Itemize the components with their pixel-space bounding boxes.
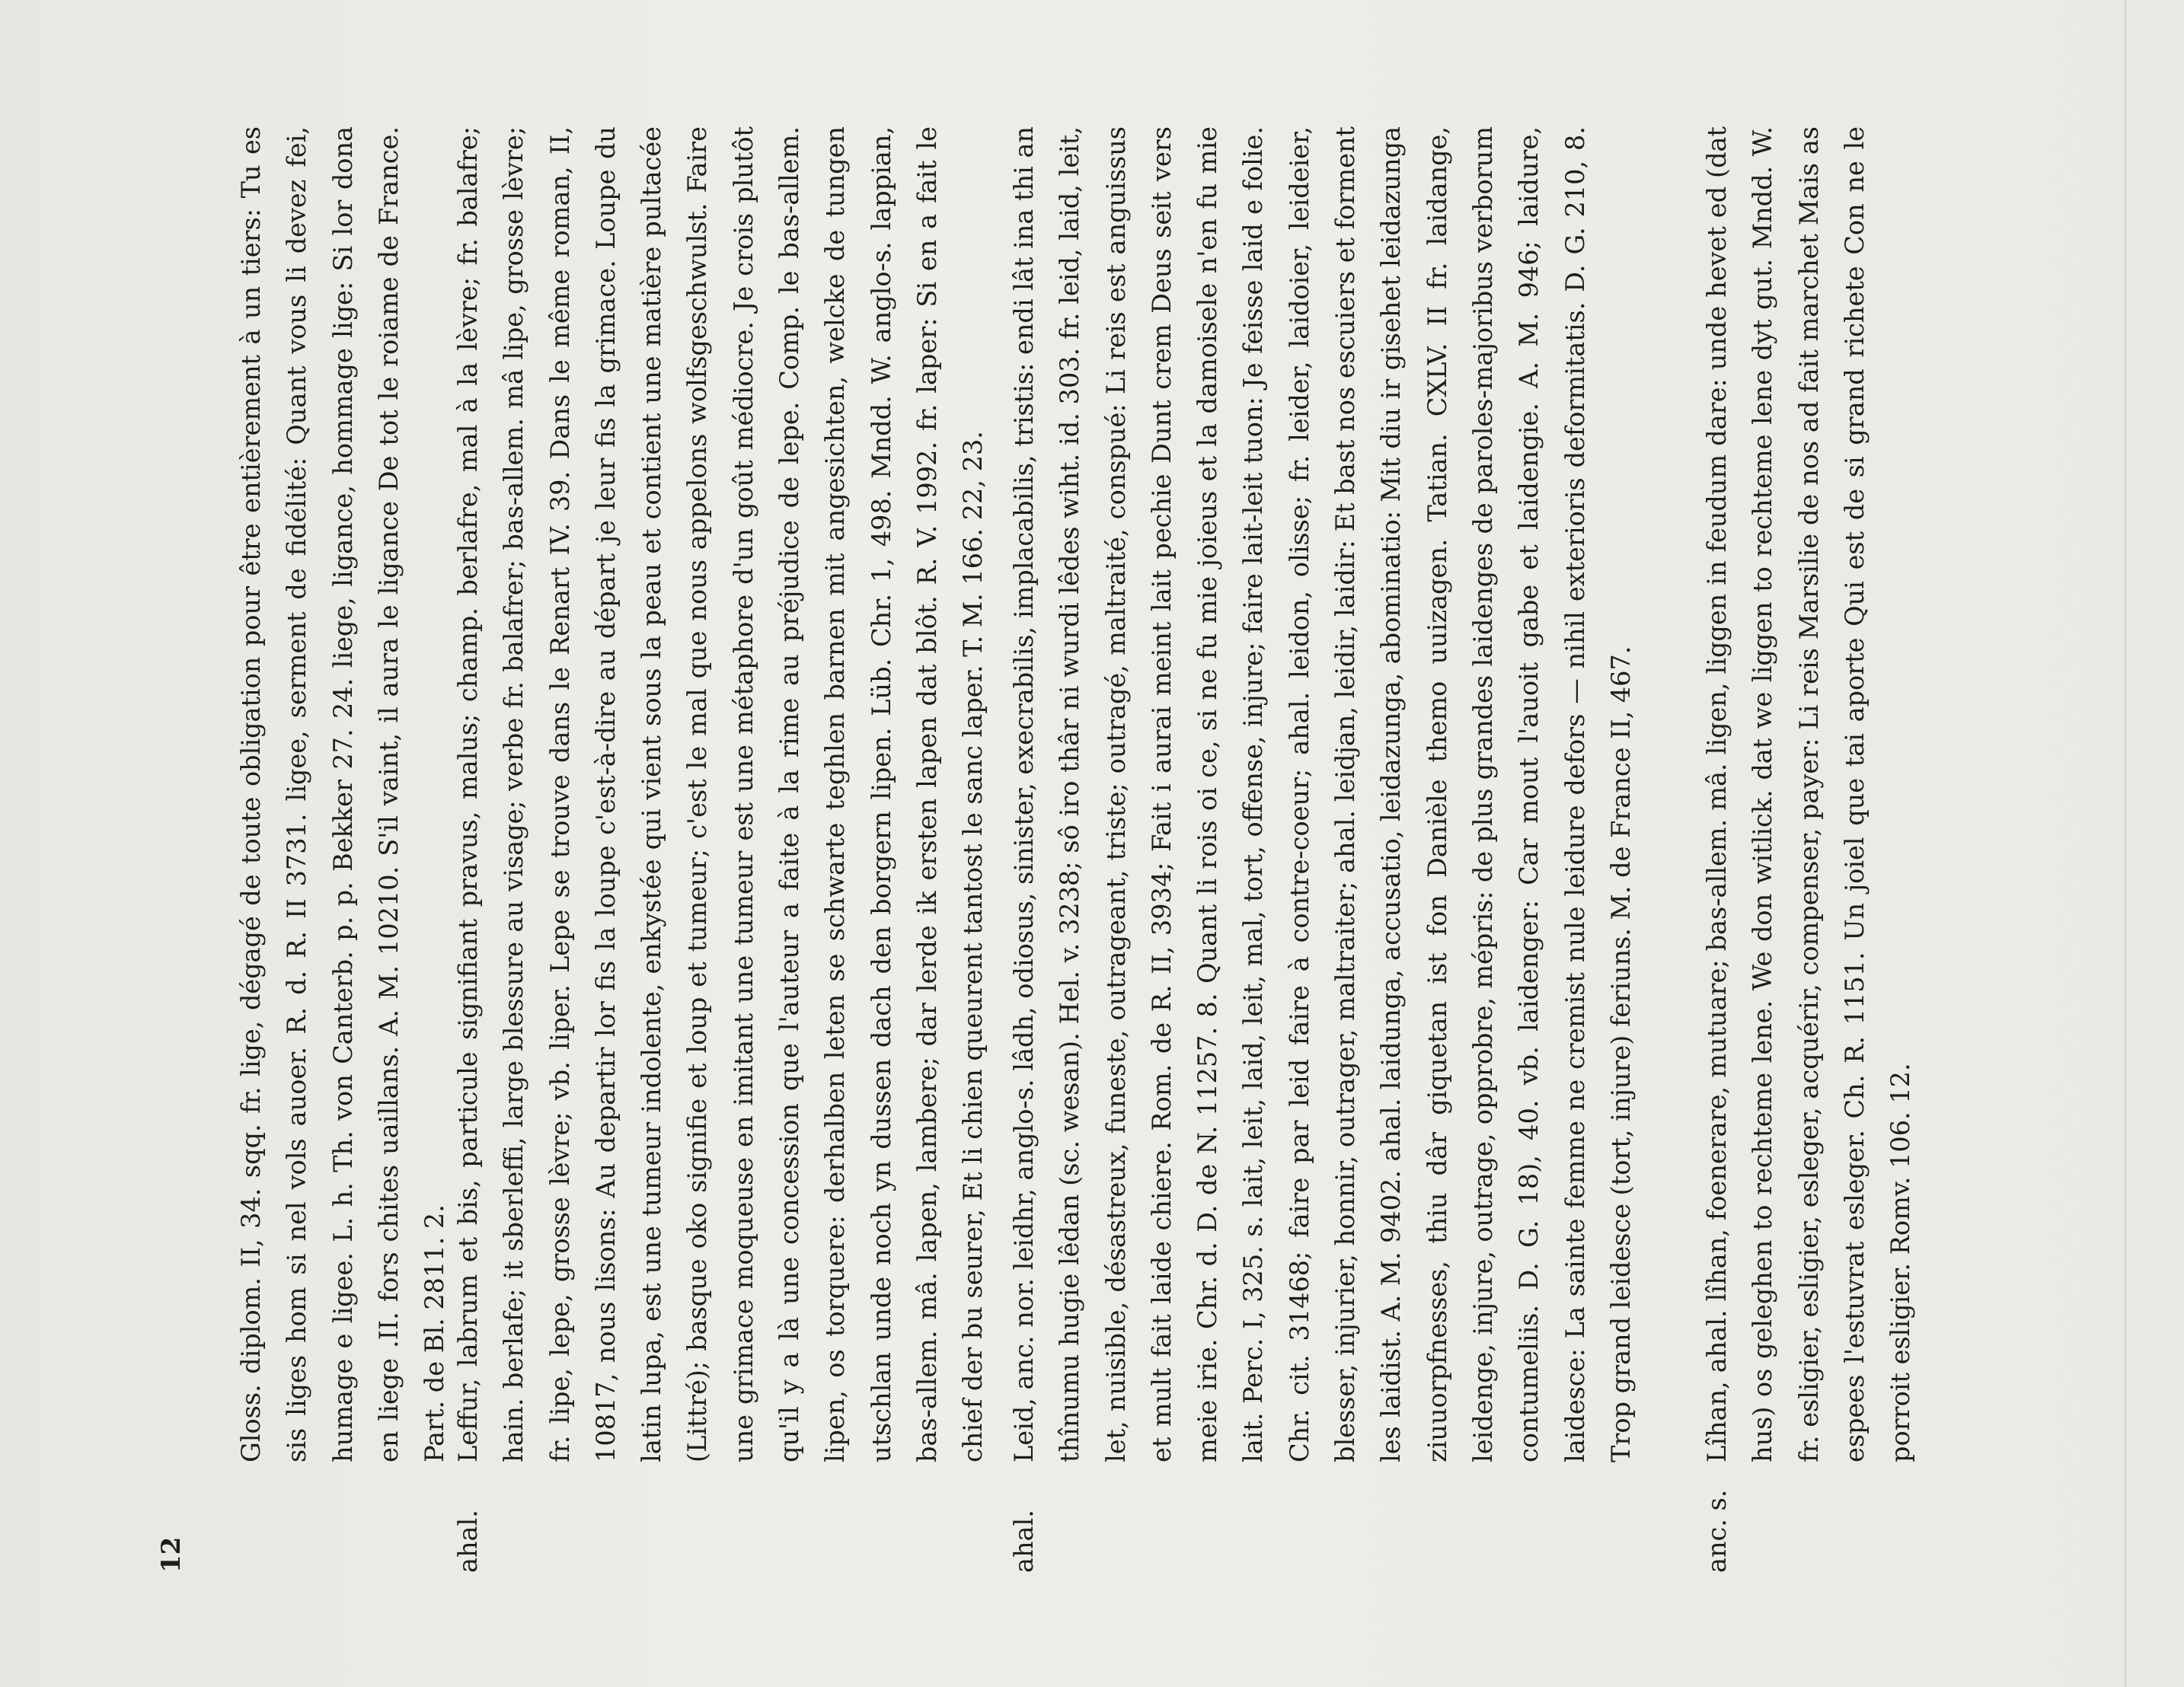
entry-language-tag: ahal. bbox=[453, 1510, 483, 1573]
entry-text: Lîhan, ahal. lîhan, foenerare, mutuare; bas-allem. mâ. ligen, liggen in feudum dare: unde hevet ed (dat hus) os geleghen to rechteme lene. We don witlick. dat we liggen to rechteme lene dyt gut. Mndd. W. fr. esligier, esligier, esleger, acquérir, compenser, payer: Li reis Marsilie de nos ad fait marchet Mais as espees l'estuvrat esleger. Ch. R. 1151. Un joiel que tai aporte Qui est de si grand richete Con ne le porroit esligier. Romv. 106. 12. bbox=[1702, 126, 1916, 1462]
entry-language-tag: ahal. bbox=[1009, 1510, 1039, 1573]
page-edge-shadow bbox=[2125, 0, 2126, 1687]
entry-text: Leffur, labrum et bis, particule signifiant pravus, malus; champ. berlafre, mal à la lèvre; fr. balafre; hain. berlafe; it sberleffi, large blessure au visage; verbe fr. balafrer; bas-allem. mâ lipe, grosse lèvre; fr. lipe, lepe, grosse lèvre; vb. liper. Lepe se trouve dans le Renart IV. 39. Dans le même roman, II, 10817, nous lisons: Au departir lor fis la loupe c'est-à-dire au départ je leur fis la grimace. Loupe du latin lupa, est une tumeur indolente, enkystée qui vient sous la peau et contient une matière pultacée (Littré); basque oko signifie et loup et tumeur; c'est le mal que nous appelons wolfsgeschwulst. Faire une grimace moqueuse en imitant une tumeur est une métaphore d'un goût médiocre. Je crois plutôt qu'il y a là une concession que l'auteur a faite à la rime au préjudice de lepe. Comp. le bas-allem. lipen, os torquere: derhalben leten se schwarte teghlen barnen mit angesichten, welcke de tungen utschlan unde noch yn dussen dach den borgern lipen. Lüb. Chr. 1, 498. Mndd. W. anglo-s. lappian, bas-allem. mâ. lapen, lambere; dar lerde ik ersten lapen dat blôt. R. V. 1992. fr. laper: Si en a fait le chief der bu seurer, Et li chien queurent tantost le sanc laper. T. M. 166. 22, 23. bbox=[453, 126, 988, 1462]
entry-language-tag: anc. s. bbox=[1702, 1489, 1732, 1573]
entry-text: Gloss. diplom. II, 34. sqq. fr. lige, dégagé de toute obligation pour être entièrement à un tiers: Tu es sis liges hom si nel vols auoer. R. d. R. II 3731. ligee, serment de fidélité: Quant vous li devez fei, humage e ligee. L. h. Th. von Canterb. p. p. Bekker 27. 24. liege, ligance, hommage lige: Si lor dona en liege .II. fors chites uaillans. A. M. 10210. S'il vaint, il aura le ligance De tot le roiame de France. Part. de Bl. 2811. 2. bbox=[236, 126, 450, 1462]
page-number: 12 bbox=[156, 1536, 187, 1573]
entry-text: Leid, anc. nor. leidhr, anglo-s. lâdh, odiosus, sinister, execrabilis, implacabilis, tristis: endi lât ina thi an thînumu hugie lêdan (sc. wesan). Hel. v. 3238; sô iro thâr ni wurdi lêdes wiht. id. 303. fr. leid, laid, leit, let, nuisible, désastreux, funeste, outrageant, triste; outragé, maltraité, conspué: Li reis est anguissus et mult fait laide chiere. Rom. de R. II, 3934; Fait i aurai meint lait pechie Dunt crem Deus seit vers meie irie. Chr. d. D. de N. 11257. 8. Quant li rois oi ce, si ne fu mie joieus et la damoisele n'en fu mie lait. Perc. I, 325. s. lait, leit, laid, leit, mal, tort, offense, injure; faire lait-leit tuon: Je feisse laid e folie. Chr. cit. 31468; faire par leid faire à contre-coeur; ahal. leidon, olisse; fr. leider, laidoier, leideier, blesser, injurier, honnir, outrager, maltraiter; ahal. leidjan, leidir, laidir: Et bast nos escuiers et forment les laidist. A. M. 9402. ahal. laidunga, accusatio, leidazunga, abominatio: Mit diu ir gisehet leidazunga ziuuorpfnesses, thiu dâr giquetan ist fon Danièle themo uuizagen. Tatian. CXLV. II fr. laidange, leidenge, injure, outrage, opprobre, mépris: de plus grandes laidenges de paroles-majoribus verborum contumeliis. D. G. 18), 40. vb. laidenger: Car mout l'auoit gabe et laidengie. A. M. 946; laidure, laidesce: La sainte femme ne cremist nule leidure defors — nihil exterioris deformitatis. D. G. 210, 8. Trop grand leidesce (tort, injure) feriuns. M. de France II, 467. bbox=[1009, 126, 1636, 1462]
